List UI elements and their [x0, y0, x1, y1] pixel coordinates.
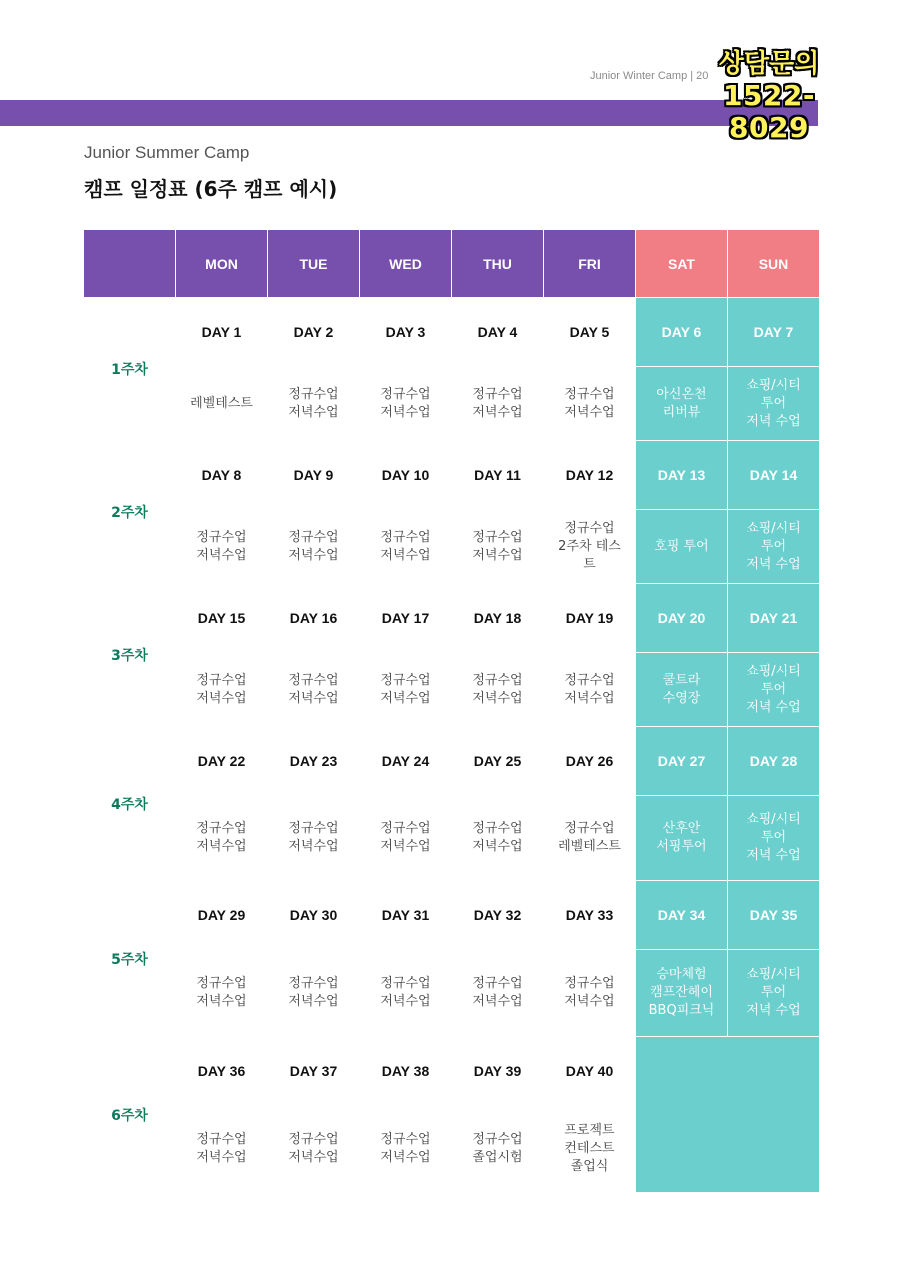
- day-number: DAY 32: [473, 907, 522, 923]
- activity-cell: 쿨트라 수영장: [636, 653, 727, 726]
- day-number: DAY 24: [381, 753, 430, 769]
- activity-cell: 정규수업 저녁수업: [564, 672, 615, 706]
- weekday-header-sat: SAT: [636, 230, 727, 297]
- week-label: 5주차: [111, 951, 148, 968]
- day-number: DAY 28: [728, 727, 819, 795]
- day-number: DAY 40: [565, 1063, 614, 1079]
- day-number: DAY 5: [569, 324, 610, 340]
- day-number: DAY 19: [565, 610, 614, 626]
- day-number: DAY 39: [473, 1063, 522, 1079]
- activity-cell: 정규수업 저녁수업: [196, 672, 247, 706]
- activity-cell: 호핑 투어: [636, 510, 727, 583]
- activity-cell: 정규수업 저녁수업: [472, 386, 523, 420]
- contact-callout: [684, 48, 854, 144]
- activity-cell: 산후안 서핑투어: [636, 796, 727, 880]
- day-number: DAY 26: [565, 753, 614, 769]
- week-label: 4주차: [111, 796, 148, 813]
- page-title: 캠프 일정표 (6주 캠프 예시): [84, 177, 338, 201]
- header-corner-cell: [84, 230, 175, 297]
- day-number: DAY 37: [289, 1063, 338, 1079]
- activity-cell: 쇼핑/시티 투어 저녁 수업: [728, 367, 819, 440]
- activity-cell: 정규수업 저녁수업: [380, 386, 431, 420]
- day-number: DAY 36: [197, 1063, 246, 1079]
- day-number: DAY 34: [636, 881, 727, 949]
- day-number: DAY 3: [385, 324, 426, 340]
- day-number: DAY 1: [201, 324, 242, 340]
- activity-cell: 정규수업 저녁수업: [380, 672, 431, 706]
- activity-cell: 정규수업 저녁수업: [288, 976, 339, 1009]
- activity-cell: 정규수업 저녁수업: [564, 976, 615, 1009]
- week-label: 1주차: [111, 362, 148, 378]
- weekday-header-thu: THU: [452, 230, 543, 297]
- day-number: DAY 7: [728, 298, 819, 366]
- day-number: DAY 2: [293, 324, 334, 340]
- activity-cell: 정규수업 저녁수업: [288, 386, 339, 420]
- activity-cell: 쇼핑/시티 투어 저녁 수업: [728, 510, 819, 583]
- activity-cell: 정규수업 저녁수업: [380, 976, 431, 1009]
- day-number: DAY 4: [477, 324, 518, 340]
- activity-cell: 아신온천 리버뷰: [636, 367, 727, 440]
- day-number: DAY 21: [728, 584, 819, 652]
- schedule-table: [84, 230, 819, 1192]
- day-number: DAY 31: [381, 907, 430, 923]
- weekday-header-mon: MON: [176, 230, 267, 297]
- day-number: DAY 14: [728, 441, 819, 509]
- day-number: DAY 8: [201, 467, 242, 483]
- day-number: DAY 6: [636, 298, 727, 366]
- day-number: DAY 12: [565, 467, 614, 483]
- activity-cell: 정규수업 저녁수업: [196, 1131, 247, 1165]
- activity-cell: 정규수업 저녁수업: [288, 672, 339, 706]
- contact-phone: 1522-8029: [722, 79, 816, 144]
- day-number: DAY 13: [636, 441, 727, 509]
- activity-cell: 정규수업 저녁수업: [196, 821, 247, 854]
- activity-cell: 정규수업 저녁수업: [472, 529, 523, 563]
- week-label: 2주차: [111, 505, 148, 521]
- day-number: DAY 22: [197, 753, 246, 769]
- activity-cell: 정규수업 저녁수업: [564, 386, 615, 420]
- activity-cell: 정규수업 2주차 테스 트: [558, 520, 621, 572]
- day-number: DAY 18: [473, 610, 522, 626]
- day-number: DAY 15: [197, 610, 246, 626]
- activity-cell: 정규수업 저녁수업: [380, 529, 431, 563]
- contact-label: 상담문의: [718, 49, 820, 79]
- day-number: DAY 30: [289, 907, 338, 923]
- running-head: Junior Winter Camp | 20: [590, 70, 709, 82]
- day-number: DAY 35: [728, 881, 819, 949]
- activity-cell: 쇼핑/시티 투어 저녁 수업: [728, 653, 819, 726]
- week-label: 6주차: [111, 1107, 148, 1124]
- activity-cell: 정규수업 저녁수업: [472, 672, 523, 706]
- activity-cell: 프로젝트 컨테스트 졸업식: [564, 1122, 615, 1174]
- day-number: DAY 17: [381, 610, 430, 626]
- activity-cell: 정규수업 저녁수업: [472, 821, 523, 854]
- week-label: 3주차: [111, 648, 148, 664]
- day-number: DAY 25: [473, 753, 522, 769]
- activity-cell: 정규수업 저녁수업: [380, 1131, 431, 1165]
- page-subtitle: Junior Summer Camp: [84, 143, 250, 162]
- activity-cell: 레벨테스트: [190, 395, 253, 411]
- activity-cell: 정규수업 저녁수업: [288, 1131, 339, 1165]
- activity-cell: 정규수업 저녁수업: [288, 529, 339, 563]
- day-number: DAY 10: [381, 467, 430, 483]
- day-number: DAY 20: [636, 584, 727, 652]
- day-number: DAY 23: [289, 753, 338, 769]
- activity-cell: 쇼핑/시티 투어 저녁 수업: [728, 796, 819, 880]
- weekday-header-tue: TUE: [268, 230, 359, 297]
- day-number: DAY 9: [293, 467, 334, 483]
- activity-cell: 정규수업 저녁수업: [196, 976, 247, 1009]
- activity-cell: 정규수업 저녁수업: [472, 976, 523, 1009]
- day-number: DAY 27: [636, 727, 727, 795]
- day-number: DAY 33: [565, 907, 614, 923]
- day-number: DAY 16: [289, 610, 338, 626]
- activity-cell: 정규수업 저녁수업: [196, 529, 247, 563]
- activity-cell: 정규수업 저녁수업: [288, 821, 339, 854]
- weekday-header-sun: SUN: [728, 230, 819, 297]
- day-number: DAY 11: [474, 467, 521, 483]
- weekend-block-empty: [636, 1037, 819, 1192]
- activity-cell: 승마체험 캠프잔헤이 BBQ피크닉: [636, 950, 727, 1036]
- activity-cell: 정규수업 졸업시험: [472, 1131, 523, 1165]
- activity-cell: 정규수업 저녁수업: [380, 821, 431, 854]
- activity-cell: 정규수업 레벨테스트: [558, 821, 621, 854]
- day-number: DAY 29: [197, 907, 246, 923]
- weekday-header-fri: FRI: [544, 230, 635, 297]
- activity-cell: 쇼핑/시티 투어 저녁 수업: [728, 950, 819, 1036]
- weekday-header-wed: WED: [360, 230, 451, 297]
- day-number: DAY 38: [381, 1063, 430, 1079]
